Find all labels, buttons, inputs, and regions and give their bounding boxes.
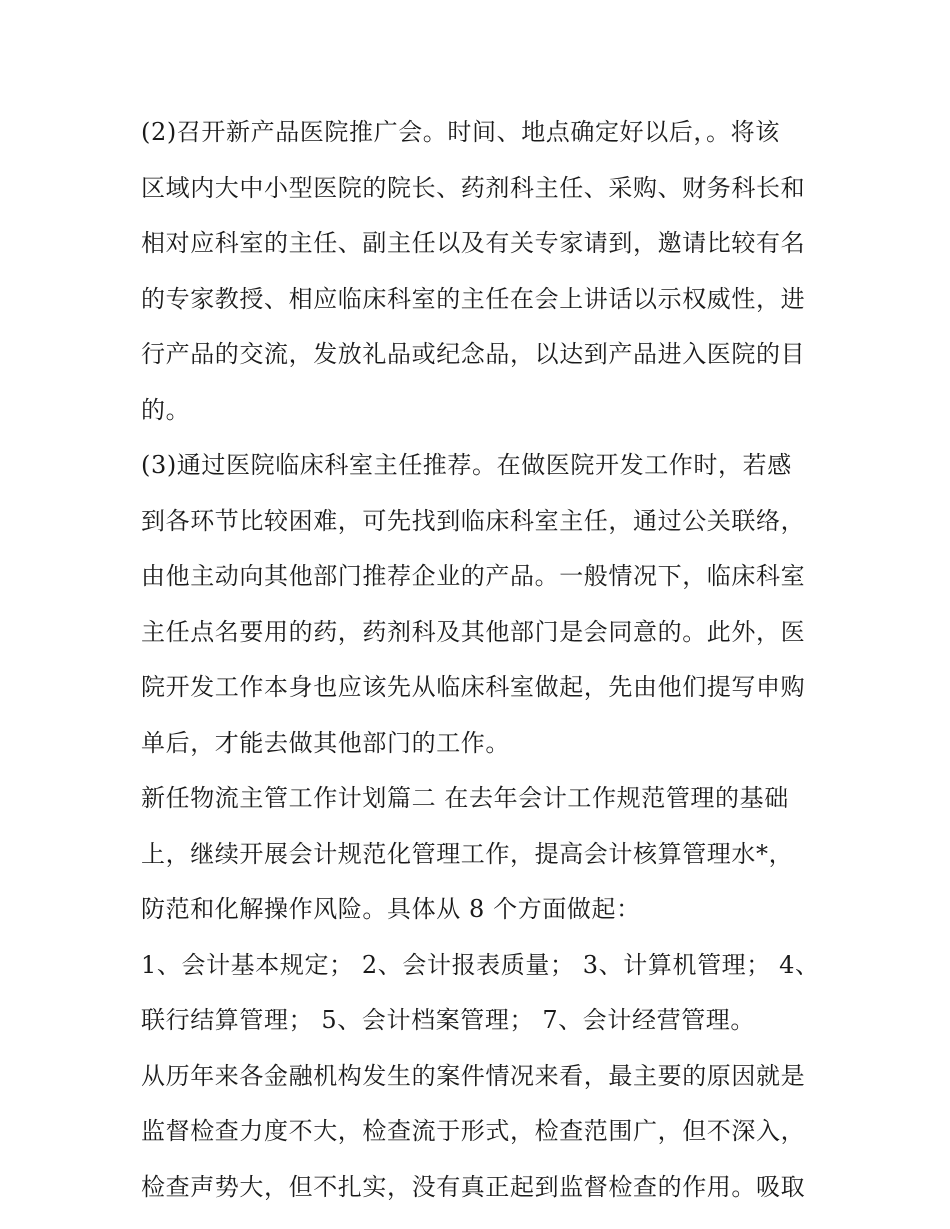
text-line-14: 上，继续开展会计规范化管理工作，提高会计核算管理水*，: [141, 839, 794, 868]
text-line-2: 区域内大中小型医院的院长、药剂科主任、采购、财务科长和: [141, 173, 806, 202]
text-line-19: 监督检查力度不大，检查流于形式，检查范围广，但不深入，: [141, 1117, 806, 1145]
text-line-6: 的。: [141, 395, 191, 424]
document-body: [141, 112, 821, 1222]
text-line-20: 检查声势大，但不扎实，没有真正起到监督检查的作用。吸取: [141, 1172, 806, 1201]
text-line-16: 1、会计基本规定； 2、会计报表质量； 3、计算机管理； 4、: [141, 950, 820, 979]
text-line-15: 防范和化解操作风险。具体从 8 个方面做起：: [141, 895, 641, 923]
text-line-12: 单后，才能去做其他部门的工作。: [141, 728, 510, 757]
text-line-11: 院开发工作本身也应该先从临床科室做起，先由他们提写申购: [141, 673, 806, 701]
text-line-9: 由他主动向其他部门推荐企业的产品。一般情况下，临床科室: [141, 562, 806, 590]
text-line-1: (2)召开新产品医院推广会。时间、地点确定好以后，。将该: [141, 118, 780, 146]
text-line-3: 相对应科室的主任、副主任以及有关专家请到，邀请比较有名: [141, 229, 806, 257]
text-line-17: 联行结算管理； 5、会计档案管理； 7、会计经营管理。: [141, 1006, 755, 1034]
text-line-5: 行产品的交流，发放礼品或纪念品，以达到产品进入医院的目: [141, 340, 806, 368]
text-line-18: 从历年来各金融机构发生的案件情况来看，最主要的原因就是: [141, 1061, 806, 1090]
text-line-10: 主任点名要用的药，药剂科及其他部门是会同意的。此外，医: [141, 617, 806, 646]
text-line-7: (3)通过医院临床科室主任推荐。在做医院开发工作时，若感: [141, 451, 792, 479]
text-line-4: 的专家教授、相应临床科室的主任在会上讲话以示权威性，进: [141, 284, 806, 313]
text-line-13: 新任物流主管工作计划篇二 在去年会计工作规范管理的基础: [141, 784, 789, 812]
text-line-8: 到各环节比较困难，可先找到临床科室主任，通过公关联络，: [141, 506, 806, 535]
